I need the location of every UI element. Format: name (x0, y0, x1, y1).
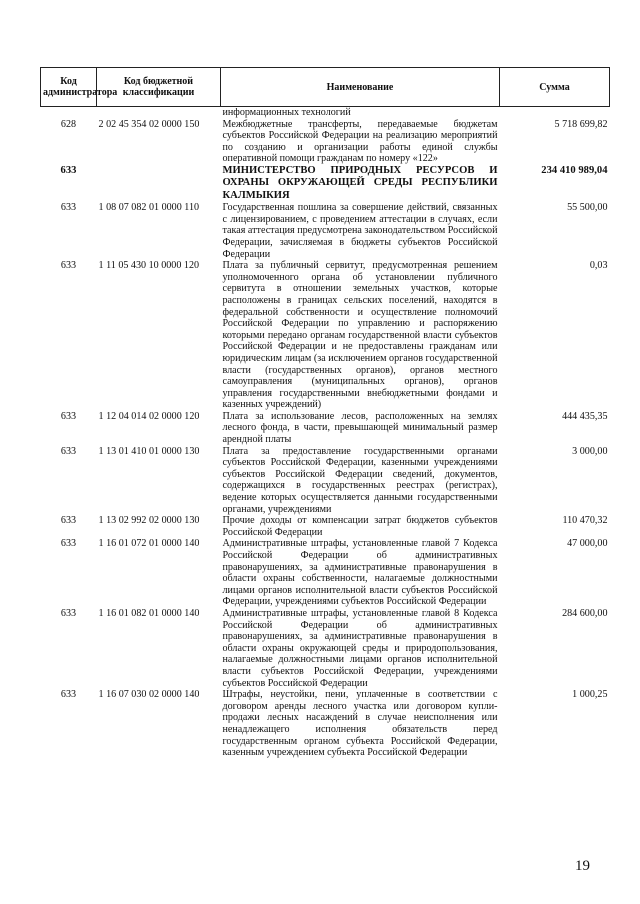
admin-code-cell (41, 107, 97, 119)
name-cell: Плата за публичный сервитут, предусмотренная решением уполномоченного органа об установлении публичного сервитута в отношении земельных участков, которые расположены в границах сельских поселений, находятся в федеральной собственности и осуществление полномочий Российской Федерации по управлению и распоряжению которыми передано органам государственной власти субъектов Российской Федерации и не предоставлены гражданам или юридическим лицам (за исключением органов государственной власти (государственных органов), органов местного самоуправления (муниципальных органов), органов управления государственными внебюджетными фондами и казенных учреждений) (222, 260, 498, 411)
table-body (41, 107, 610, 759)
budget-code-cell (97, 165, 221, 202)
budget-code-cell: 1 11 05 430 10 0000 120 (98, 260, 200, 272)
admin-code-cell: 633 (60, 689, 77, 701)
sum-cell: 284 600,00 (562, 607, 608, 619)
budget-code-cell: 1 08 07 082 01 0000 110 (98, 202, 200, 214)
header-sum: Сумма (500, 68, 610, 107)
table-row (41, 119, 610, 165)
budget-code-cell: 2 02 45 354 02 0000 150 (98, 118, 200, 130)
name-cell: Плата за предоставление государственными органами субъектов Российской Федерации, казенными учреждениями субъектов Российской Федерации сведений, документов, содержащихся в государственных реестрах (регистрах), ведение которых осуществляется данными государственными органами, учреждениями (222, 445, 498, 515)
page-number: 19 (575, 858, 590, 874)
admin-code-cell: 633 (60, 538, 77, 550)
table-row (41, 260, 610, 411)
table-row (41, 107, 610, 119)
name-cell: Административные штрафы, установленные главой 7 Кодекса Российской Федерации об административных правонарушениях, за административные правонарушения в области охраны собственности, налагаемые должностными лицами органов исполнительной власти субъектов Российской Федерации, учреждениями субъектов Российской Федерации (222, 538, 498, 608)
table-row (41, 689, 610, 759)
sum-cell: 3 000,00 (572, 445, 608, 457)
budget-code-cell: 1 16 07 030 02 0000 140 (98, 689, 200, 701)
budget-code-cell: 1 16 01 072 01 0000 140 (98, 538, 200, 550)
table-header (41, 68, 610, 107)
admin-code-cell: 633 (60, 607, 77, 619)
budget-code-cell: 1 13 02 992 02 0000 130 (98, 515, 200, 527)
name-cell: Штрафы, неустойки, пени, уплаченные в соответствии с договором аренды лесного участка или договором купли-продажи лесных насаждений в случае неисполнения или ненадлежащего исполнения обязательств перед государственным органом субъекта Российской Федерации, казенным учреждением субъекта Российской Федерации (222, 689, 498, 759)
name-cell: Государственная пошлина за совершение действий, связанных с лицензированием, с проведением аттестации в случаях, если такая аттестация предусмотрена законодательством Российской Федерации, зачисляемая в бюджеты субъектов Российской Федерации (222, 202, 498, 260)
name-cell: Административные штрафы, установленные главой 8 Кодекса Российской Федерации об административных правонарушениях, за административные правонарушения в области охраны окружающей среды и природопользования, налагаемые должностными лицами органов исполнительной власти субъектов Российской Федерации, учреждениями субъектов Российской Федерации (222, 607, 498, 689)
table-row (41, 446, 610, 516)
admin-code-cell: 633 (60, 202, 77, 214)
table-row (41, 165, 610, 202)
table-row (41, 515, 610, 538)
sum-cell: 1 000,25 (572, 689, 608, 701)
name-cell: МИНИСТЕРСТВО ПРИРОДНЫХ РЕСУРСОВ И ОХРАНЫ ОКРУЖАЮЩЕЙ СРЕДЫ РЕСПУБЛИКИ КАЛМЫКИЯ (222, 164, 498, 201)
header-admin-code: Код администратора (41, 68, 97, 107)
sum-cell: 110 470,32 (562, 515, 608, 527)
name-cell: Прочие доходы от компенсации затрат бюджетов субъектов Российской Федерации (222, 515, 498, 538)
header-name: Наименование (221, 68, 500, 107)
budget-code-cell: 1 12 04 014 02 0000 120 (98, 410, 200, 422)
budget-code-cell (97, 107, 221, 119)
admin-code-cell: 633 (60, 260, 77, 272)
sum-cell: 234 410 989,04 (541, 164, 608, 176)
admin-code-cell: 628 (60, 118, 77, 130)
table-row (41, 538, 610, 608)
admin-code-cell: 633 (60, 164, 77, 176)
budget-code-cell: 1 16 01 082 01 0000 140 (98, 607, 200, 619)
name-cell: информационных технологий (222, 107, 351, 118)
budget-table (40, 67, 610, 759)
sum-cell: 444 435,35 (562, 410, 608, 422)
sum-cell: 55 500,00 (567, 202, 608, 214)
admin-code-cell: 633 (60, 410, 77, 422)
sum-cell: 5 718 699,82 (554, 118, 608, 130)
sum-cell (500, 107, 610, 119)
table-row (41, 202, 610, 260)
header-budget-class: Код бюджетной классификации (97, 68, 221, 107)
sum-cell: 0,03 (589, 260, 608, 272)
name-cell: Межбюджетные трансферты, передаваемые бюджетам субъектов Российской Федерации на реализацию мероприятий по созданию и организации работы единой службы оперативной помощи гражданам по номеру «122» (222, 118, 498, 165)
name-cell: Плата за использование лесов, расположенных на землях лесного фонда, в части, превышающей минимальный размер арендной платы (222, 410, 498, 446)
table-row (41, 608, 610, 689)
table-row (41, 411, 610, 446)
admin-code-cell: 633 (60, 515, 77, 527)
budget-code-cell: 1 13 01 410 01 0000 130 (98, 445, 200, 457)
admin-code-cell: 633 (60, 445, 77, 457)
sum-cell: 47 000,00 (567, 538, 608, 550)
